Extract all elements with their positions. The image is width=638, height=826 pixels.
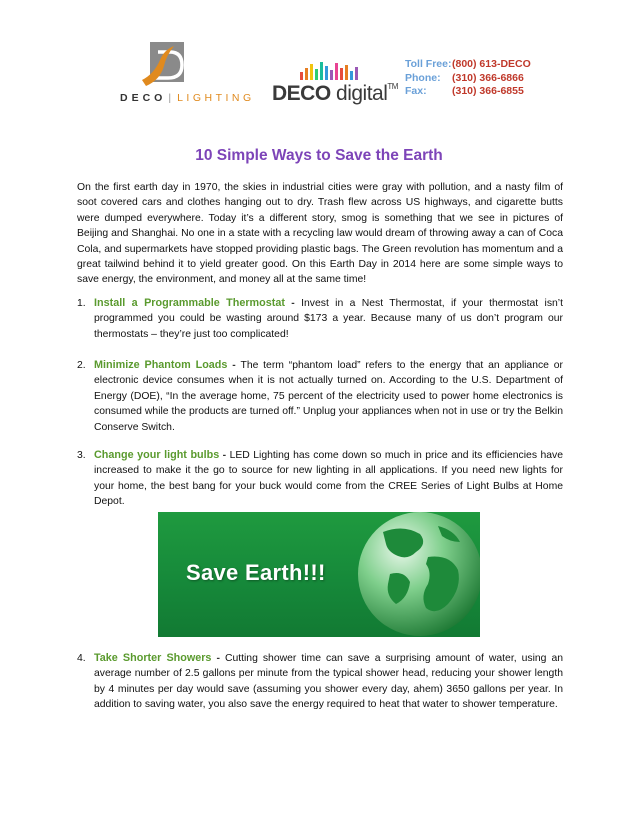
save-earth-banner [158, 512, 480, 637]
list-item-number: 2. [77, 360, 86, 371]
list-item-separator: - [219, 450, 230, 461]
deco-brand-text: DECO [120, 92, 167, 104]
deco-digital-logo [270, 60, 400, 110]
list-item-heading: Minimize Phantom Loads [94, 359, 228, 371]
list-item-text: Cutting shower time can save a surprising amount of water, using an average number of 2.5 gallons per minute from the typical shower head, reducing your shower length by 4 minutes per day would save (assuming you shower every day, ahem) 3650 gallons per year. In addition to saving water, you also save the energy required to heat that water to shower temperature. [94, 653, 564, 711]
banner-slogan: Save Earth!!! [186, 560, 326, 585]
contact-value: (310) 366-6855 [452, 85, 524, 97]
contact-label: Fax: [405, 85, 427, 97]
contact-block [405, 58, 531, 99]
deco-d-mark-icon [140, 40, 188, 90]
lighting-text: LIGHTING [177, 92, 255, 104]
list-item-phantom-loads [77, 358, 563, 435]
list-item-text: Invest in a Nest Thermostat, if your thermostat isn’t programmed you could be wasting around $173 a year. Because many of us don’t program our thermostats – they’re just too complicated! [94, 298, 563, 340]
digital-brand-text: DECO [272, 82, 331, 105]
deco-lighting-logo [120, 40, 260, 106]
letterhead [0, 0, 638, 120]
list-item-text: The term “phantom load” refers to the energy that an appliance or electronic device consumes when it is not actually turned on. According to the U.S. Department of Energy (DOE), “In the average home, 75 percent of the electricity used to power home electronics is consumed while the products are turned off.” Unplug your appliances when not in use or try the Belkin Conserve Switch. [94, 360, 564, 433]
list-item-light-bulbs [77, 448, 563, 510]
list-item-body [94, 448, 563, 510]
trademark-mark: TM [387, 82, 398, 91]
deco-lighting-wordmark [120, 92, 255, 104]
list-item-separator: - [227, 360, 241, 371]
list-item-number: 3. [77, 450, 86, 461]
list-item-showers [77, 651, 563, 713]
contact-row-phone [405, 72, 531, 86]
intro-paragraph: On the first earth day in 1970, the skies in industrial cities were gray with pollution, and a nasty film of soot covered cars and clothes hanging out to dry. Trash flew across US highways, and cigarette butts were dumped everywhere. Today it’s a different story, smog is something that we see in pictures of Beijing and Shanghai. No one in a state with a recycling law would dream of throwing away a can of Coca Cola, and supermarkets have stopped providing plastic bags. The Green revolution has momentum and a great tailwind behind it to yield greater good. On this Earth Day in 2014 here are some simple ways to save energy, the environment, and money all at the same time! [77, 182, 563, 286]
list-item-text: LED Lighting has come down so much in price and its efficiencies have increased to make it the go to source for new lighting in all applications. If you need new lights for your home, the best bang for your buck would come from the CREE Series of Light Bulbs at Home Depot. [94, 450, 563, 508]
list-item-separator: - [284, 298, 302, 309]
contact-value: (310) 366-6866 [452, 71, 524, 84]
list-item-heading: Install a Programmable Thermostat [94, 297, 285, 309]
contact-row-tollfree [405, 58, 531, 72]
list-item-body [94, 296, 563, 342]
list-item-heading: Take Shorter Showers [94, 652, 212, 664]
contact-value: (800) 613-DECO [452, 58, 531, 70]
list-item-heading: Change your light bulbs [94, 449, 220, 461]
list-item-number: 1. [77, 298, 86, 309]
deco-digital-wordmark [272, 82, 398, 106]
deco-separator: | [168, 92, 176, 104]
digital-text: digital [336, 82, 388, 105]
list-item-thermostat [77, 296, 563, 342]
contact-label: Phone: [405, 71, 441, 84]
list-item-separator: - [211, 653, 225, 664]
equalizer-bars-icon [298, 60, 378, 82]
list-item-body [94, 651, 563, 713]
contact-label: Toll Free: [405, 58, 452, 70]
page-title: 10 Simple Ways to Save the Earth [195, 147, 443, 164]
contact-row-fax [405, 85, 531, 99]
list-item-body [94, 358, 563, 435]
list-item-number: 4. [77, 653, 86, 664]
